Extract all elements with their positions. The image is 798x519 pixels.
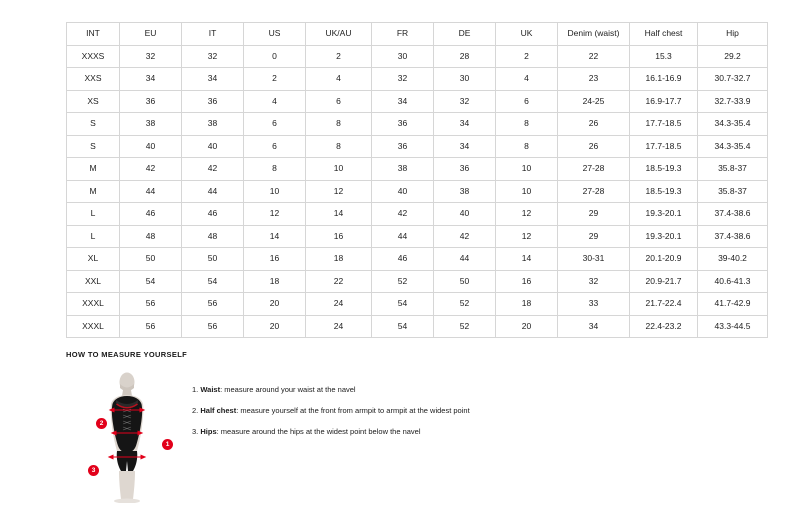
cell: 15.3 bbox=[630, 45, 698, 68]
mannequin-illustration bbox=[94, 371, 160, 503]
cell: 24 bbox=[306, 293, 372, 316]
table-row bbox=[67, 135, 768, 158]
cell: 30 bbox=[372, 45, 434, 68]
cell: 29 bbox=[558, 225, 630, 248]
cell: M bbox=[67, 158, 120, 181]
cell: 35.8-37 bbox=[698, 158, 768, 181]
cell: 52 bbox=[434, 315, 496, 338]
cell: 10 bbox=[244, 180, 306, 203]
table-header-row bbox=[67, 23, 768, 46]
cell: 12 bbox=[306, 180, 372, 203]
cell: 27-28 bbox=[558, 180, 630, 203]
column-header: DE bbox=[434, 23, 496, 46]
note-waist bbox=[192, 385, 470, 395]
cell: 26 bbox=[558, 113, 630, 136]
cell: 36 bbox=[372, 135, 434, 158]
cell: 42 bbox=[120, 158, 182, 181]
cell: 35.8-37 bbox=[698, 180, 768, 203]
cell: 38 bbox=[372, 158, 434, 181]
badge-hips: 3 bbox=[88, 465, 99, 476]
cell: 36 bbox=[182, 90, 244, 113]
cell: 48 bbox=[120, 225, 182, 248]
cell: 41.7-42.9 bbox=[698, 293, 768, 316]
cell: 54 bbox=[120, 270, 182, 293]
cell: 40 bbox=[120, 135, 182, 158]
cell: 29 bbox=[558, 203, 630, 226]
table-row bbox=[67, 113, 768, 136]
cell: 43.3-44.5 bbox=[698, 315, 768, 338]
cell: 23 bbox=[558, 68, 630, 91]
table-row bbox=[67, 180, 768, 203]
cell: 32 bbox=[120, 45, 182, 68]
table-row bbox=[67, 45, 768, 68]
column-header: Hip bbox=[698, 23, 768, 46]
cell: 34 bbox=[434, 135, 496, 158]
table-row bbox=[67, 225, 768, 248]
cell: XXXL bbox=[67, 315, 120, 338]
table-row bbox=[67, 315, 768, 338]
column-header: IT bbox=[182, 23, 244, 46]
cell: 2 bbox=[306, 45, 372, 68]
cell: 56 bbox=[182, 315, 244, 338]
column-header: Half chest bbox=[630, 23, 698, 46]
cell: 16.1-16.9 bbox=[630, 68, 698, 91]
cell: L bbox=[67, 225, 120, 248]
cell: 48 bbox=[182, 225, 244, 248]
column-header: EU bbox=[120, 23, 182, 46]
note-term: Half chest bbox=[200, 406, 237, 416]
cell: 20.1-20.9 bbox=[630, 248, 698, 271]
cell: 4 bbox=[306, 68, 372, 91]
cell: 21.7-22.4 bbox=[630, 293, 698, 316]
cell: 16 bbox=[306, 225, 372, 248]
cell: 46 bbox=[120, 203, 182, 226]
cell: 40.6-41.3 bbox=[698, 270, 768, 293]
cell: M bbox=[67, 180, 120, 203]
cell: 18.5-19.3 bbox=[630, 158, 698, 181]
cell: 52 bbox=[434, 293, 496, 316]
cell: 19.3-20.1 bbox=[630, 203, 698, 226]
cell: 6 bbox=[244, 113, 306, 136]
cell: 26 bbox=[558, 135, 630, 158]
cell: 6 bbox=[306, 90, 372, 113]
note-text: : measure around the hips at the widest point below the navel bbox=[216, 427, 421, 437]
note-number: 2. bbox=[192, 406, 199, 416]
cell: XL bbox=[67, 248, 120, 271]
cell: 2 bbox=[496, 45, 558, 68]
cell: 20 bbox=[244, 315, 306, 338]
cell: 37.4-38.6 bbox=[698, 225, 768, 248]
column-header: US bbox=[244, 23, 306, 46]
table-row bbox=[67, 158, 768, 181]
cell: 54 bbox=[182, 270, 244, 293]
cell: 18 bbox=[496, 293, 558, 316]
cell: 22.4-23.2 bbox=[630, 315, 698, 338]
cell: 32 bbox=[182, 45, 244, 68]
cell: 16 bbox=[244, 248, 306, 271]
cell: 30-31 bbox=[558, 248, 630, 271]
column-header: Denim (waist) bbox=[558, 23, 630, 46]
cell: 46 bbox=[182, 203, 244, 226]
cell: 40 bbox=[434, 203, 496, 226]
note-term: Hips bbox=[200, 427, 217, 437]
cell: S bbox=[67, 113, 120, 136]
cell: 12 bbox=[496, 203, 558, 226]
cell: 52 bbox=[372, 270, 434, 293]
cell: 40 bbox=[372, 180, 434, 203]
cell: XXL bbox=[67, 270, 120, 293]
cell: 34 bbox=[182, 68, 244, 91]
cell: 16.9-17.7 bbox=[630, 90, 698, 113]
cell: 32 bbox=[372, 68, 434, 91]
cell: L bbox=[67, 203, 120, 226]
cell: XXS bbox=[67, 68, 120, 91]
cell: 30 bbox=[434, 68, 496, 91]
cell: 44 bbox=[182, 180, 244, 203]
badge-half-chest: 2 bbox=[96, 418, 107, 429]
cell: 16 bbox=[496, 270, 558, 293]
cell: 8 bbox=[306, 113, 372, 136]
cell: 8 bbox=[496, 135, 558, 158]
table-row bbox=[67, 270, 768, 293]
cell: 20 bbox=[496, 315, 558, 338]
note-text: : measure yourself at the front from armpit to armpit at the widest point bbox=[236, 406, 470, 416]
cell: 38 bbox=[434, 180, 496, 203]
cell: 22 bbox=[558, 45, 630, 68]
cell: 6 bbox=[244, 135, 306, 158]
size-conversion-table bbox=[66, 22, 768, 338]
cell: 32 bbox=[558, 270, 630, 293]
cell: XS bbox=[67, 90, 120, 113]
cell: 32 bbox=[434, 90, 496, 113]
cell: 46 bbox=[372, 248, 434, 271]
cell: 17.7-18.5 bbox=[630, 113, 698, 136]
how-to-measure-title: HOW TO MEASURE YOURSELF bbox=[66, 350, 188, 359]
cell: 34.3-35.4 bbox=[698, 135, 768, 158]
cell: 42 bbox=[434, 225, 496, 248]
table-row bbox=[67, 90, 768, 113]
cell: 50 bbox=[120, 248, 182, 271]
note-hips bbox=[192, 427, 470, 437]
cell: 12 bbox=[496, 225, 558, 248]
table-row bbox=[67, 248, 768, 271]
cell: 36 bbox=[120, 90, 182, 113]
cell: 38 bbox=[182, 113, 244, 136]
cell: 37.4-38.6 bbox=[698, 203, 768, 226]
cell: 34 bbox=[434, 113, 496, 136]
cell: 24 bbox=[306, 315, 372, 338]
cell: 10 bbox=[496, 180, 558, 203]
cell: 8 bbox=[496, 113, 558, 136]
cell: XXXL bbox=[67, 293, 120, 316]
cell: 27-28 bbox=[558, 158, 630, 181]
column-header: UK/AU bbox=[306, 23, 372, 46]
cell: 36 bbox=[434, 158, 496, 181]
cell: 34 bbox=[372, 90, 434, 113]
cell: 14 bbox=[244, 225, 306, 248]
badge-waist: 1 bbox=[162, 439, 173, 450]
cell: 29.2 bbox=[698, 45, 768, 68]
cell: 20 bbox=[244, 293, 306, 316]
cell: 28 bbox=[434, 45, 496, 68]
cell: 14 bbox=[496, 248, 558, 271]
cell: 24-25 bbox=[558, 90, 630, 113]
cell: 22 bbox=[306, 270, 372, 293]
cell: 2 bbox=[244, 68, 306, 91]
cell: 20.9-21.7 bbox=[630, 270, 698, 293]
cell: 10 bbox=[306, 158, 372, 181]
cell: 40 bbox=[182, 135, 244, 158]
cell: 56 bbox=[120, 293, 182, 316]
cell: 39-40.2 bbox=[698, 248, 768, 271]
cell: 14 bbox=[306, 203, 372, 226]
cell: XXXS bbox=[67, 45, 120, 68]
mannequin-figure bbox=[66, 371, 186, 506]
note-half-chest bbox=[192, 406, 470, 416]
cell: 42 bbox=[182, 158, 244, 181]
cell: S bbox=[67, 135, 120, 158]
cell: 33 bbox=[558, 293, 630, 316]
cell: 50 bbox=[434, 270, 496, 293]
column-header: INT bbox=[67, 23, 120, 46]
table-row bbox=[67, 293, 768, 316]
how-to-measure-section bbox=[66, 350, 746, 506]
column-header: UK bbox=[496, 23, 558, 46]
cell: 34 bbox=[120, 68, 182, 91]
cell: 0 bbox=[244, 45, 306, 68]
cell: 18 bbox=[244, 270, 306, 293]
cell: 56 bbox=[182, 293, 244, 316]
table-row bbox=[67, 203, 768, 226]
column-header: FR bbox=[372, 23, 434, 46]
cell: 42 bbox=[372, 203, 434, 226]
cell: 56 bbox=[120, 315, 182, 338]
cell: 18 bbox=[306, 248, 372, 271]
cell: 8 bbox=[306, 135, 372, 158]
cell: 6 bbox=[496, 90, 558, 113]
cell: 44 bbox=[120, 180, 182, 203]
cell: 34.3-35.4 bbox=[698, 113, 768, 136]
cell: 54 bbox=[372, 293, 434, 316]
cell: 17.7-18.5 bbox=[630, 135, 698, 158]
cell: 38 bbox=[120, 113, 182, 136]
cell: 54 bbox=[372, 315, 434, 338]
note-number: 1. bbox=[192, 385, 199, 394]
cell: 32.7-33.9 bbox=[698, 90, 768, 113]
cell: 44 bbox=[434, 248, 496, 271]
cell: 18.5-19.3 bbox=[630, 180, 698, 203]
how-to-measure-body bbox=[66, 371, 746, 506]
note-number: 3. bbox=[192, 427, 199, 437]
cell: 10 bbox=[496, 158, 558, 181]
cell: 30.7-32.7 bbox=[698, 68, 768, 91]
cell: 34 bbox=[558, 315, 630, 338]
note-term: Waist bbox=[200, 385, 221, 394]
cell: 44 bbox=[372, 225, 434, 248]
cell: 4 bbox=[244, 90, 306, 113]
cell: 8 bbox=[244, 158, 306, 181]
cell: 19.3-20.1 bbox=[630, 225, 698, 248]
cell: 50 bbox=[182, 248, 244, 271]
cell: 36 bbox=[372, 113, 434, 136]
table-row bbox=[67, 68, 768, 91]
cell: 4 bbox=[496, 68, 558, 91]
size-table-container bbox=[66, 22, 751, 338]
note-text: : measure around your waist at the navel bbox=[220, 385, 356, 394]
measure-notes bbox=[192, 371, 470, 448]
cell: 12 bbox=[244, 203, 306, 226]
